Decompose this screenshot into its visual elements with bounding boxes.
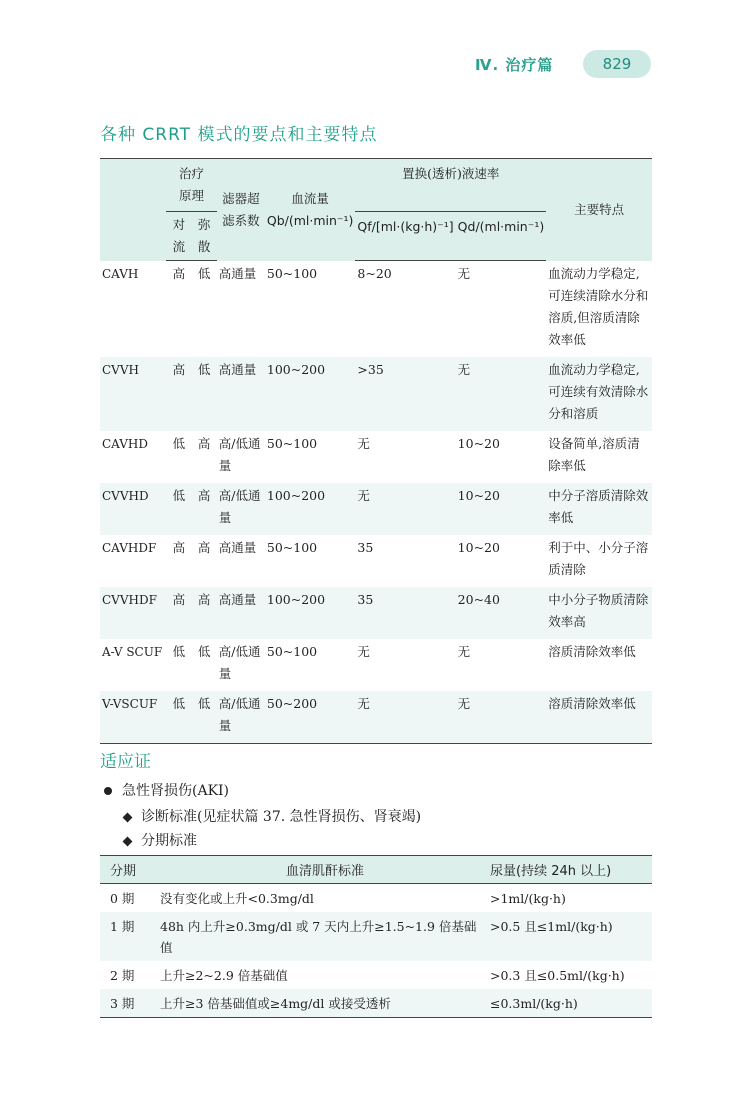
header-qd: Qd/(ml·min⁻¹)	[456, 212, 547, 261]
cell-scr: 上升≥2~2.9 倍基础值	[160, 968, 288, 983]
cell-stage: 2 期	[110, 968, 135, 983]
cell-qb: 50~100	[266, 265, 318, 281]
cell-filter: 高/低通量	[217, 691, 265, 744]
header-scr: 血清肌酐标准	[160, 856, 490, 884]
cell-filter: 高通量	[218, 265, 257, 281]
cell-conv: 低	[166, 691, 191, 744]
cell-stage: 1 期	[100, 912, 160, 961]
cell-filter: 高/低通量	[217, 483, 265, 535]
cell-conv: 低	[166, 483, 191, 535]
table-row	[100, 535, 652, 587]
cell-feature: 设备简单,溶质清除率低	[548, 435, 640, 473]
cell-scr: 48h 内上升≥0.3mg/dl 或 7 天内上升≥1.5~1.9 倍基础值	[160, 912, 490, 961]
cell-qd: 无	[457, 266, 471, 281]
cell-qf: 8~20	[357, 266, 392, 281]
cell-qf: 35	[357, 539, 374, 555]
cell-qd: 10~20	[457, 539, 500, 555]
cell-qb: 100~200	[265, 483, 356, 535]
header-urine: 尿量(持续 24h 以上)	[490, 856, 652, 884]
sub-bullet-diagnosis-text: 诊断标准(见症状篇 37. 急性肾损伤、肾衰竭)	[141, 809, 422, 825]
table-row	[100, 961, 652, 989]
sub-bullet-diagnosis	[124, 806, 421, 826]
cell-diff: 低	[197, 266, 211, 281]
chapter-label: Ⅳ. 治疗篇	[475, 55, 554, 74]
cell-qb: 50~200	[265, 691, 356, 744]
cell-filter: 高通量	[217, 357, 265, 431]
cell-qf: 无	[357, 643, 370, 659]
cell-conv: 高	[172, 266, 186, 281]
cell-feature: 溶质清除效率低	[548, 643, 636, 659]
table-row	[100, 989, 652, 1018]
cell-qb: 50~100	[266, 539, 318, 555]
cell-filter: 高/低通量	[218, 643, 261, 681]
bullet-aki	[104, 780, 229, 800]
cell-diff: 高	[197, 435, 211, 451]
header-conv: 对流	[166, 212, 191, 261]
table-row	[100, 431, 652, 483]
table-row	[100, 912, 652, 961]
header-rate: 置换(透析)液速率	[355, 159, 546, 212]
table-row	[100, 884, 652, 913]
cell-qf: 35	[355, 587, 455, 639]
cell-conv: 高	[172, 539, 186, 555]
cell-filter: 高通量	[218, 539, 257, 555]
cell-feature: 血流动力学稳定,可连续有效清除水分和溶质	[546, 357, 652, 431]
cell-mode: CAVH	[102, 266, 139, 281]
cell-feature: 溶质清除效率低	[546, 691, 652, 744]
header-mode	[100, 159, 166, 261]
cell-urine: >0.5 且≤1ml/(kg·h)	[490, 912, 652, 961]
cell-feature: 中分子溶质清除效率低	[546, 483, 652, 535]
cell-qb: 50~100	[266, 435, 318, 451]
cell-feature: 中小分子物质清除效率高	[546, 587, 652, 639]
cell-qd: 无	[456, 357, 547, 431]
header-feature: 主要特点	[546, 159, 652, 261]
cell-conv: 低	[172, 643, 186, 659]
cell-conv: 高	[166, 587, 191, 639]
header-qf: Qf/[ml·(kg·h)⁻¹]	[355, 212, 455, 261]
cell-mode: CVVHD	[100, 483, 166, 535]
cell-urine: >1ml/(kg·h)	[490, 891, 566, 906]
cell-diff: 高	[191, 483, 216, 535]
cell-mode: CVVHDF	[100, 587, 166, 639]
cell-qf: 无	[357, 435, 370, 451]
table-row	[100, 639, 652, 691]
cell-scr: 上升≥3 倍基础值或≥4mg/dl 或接受透析	[160, 989, 490, 1018]
cell-stage: 3 期	[100, 989, 160, 1018]
cell-qd: 无	[457, 643, 471, 659]
table-row	[100, 587, 652, 639]
indications-heading: 适应证	[100, 752, 151, 772]
cell-qd: 10~20	[457, 435, 500, 451]
cell-mode: A-V SCUF	[102, 644, 163, 659]
table-row	[100, 483, 652, 535]
table-row	[100, 357, 652, 431]
header-qb: 血流量 Qb/(ml·min⁻¹)	[265, 159, 356, 261]
bullet-aki-text: 急性肾损伤(AKI)	[122, 783, 230, 799]
table-row	[100, 691, 652, 744]
cell-diff: 高	[191, 587, 216, 639]
aki-staging-table	[100, 855, 652, 1018]
cell-qb: 50~100	[266, 643, 318, 659]
diamond-bullet-icon	[123, 812, 133, 822]
header-principle: 治疗原理	[166, 159, 217, 212]
cell-diff: 高	[197, 539, 211, 555]
page-header	[475, 50, 632, 78]
cell-mode: V-VSCUF	[100, 691, 166, 744]
cell-diff: 低	[191, 357, 216, 431]
cell-feature: 血流动力学稳定,可连续清除水分和溶质,但溶质清除效率低	[548, 265, 649, 347]
cell-conv: 高	[166, 357, 191, 431]
cell-qb: 100~200	[265, 357, 356, 431]
cell-qf: 无	[355, 483, 455, 535]
header-stage: 分期	[100, 856, 160, 884]
cell-qf: >35	[355, 357, 455, 431]
cell-conv: 低	[172, 435, 186, 451]
cell-filter: 高/低通量	[218, 435, 261, 473]
cell-qf: 无	[355, 691, 455, 744]
header-filter: 滤器超滤系数	[217, 159, 265, 261]
cell-scr: 没有变化或上升<0.3mg/dl	[160, 891, 314, 906]
table-row	[100, 261, 652, 357]
cell-qd: 10~20	[456, 483, 547, 535]
section-title: 各种 CRRT 模式的要点和主要特点	[100, 125, 378, 145]
cell-filter: 高通量	[217, 587, 265, 639]
cell-qd: 20~40	[456, 587, 547, 639]
cell-urine: >0.3 且≤0.5ml/(kg·h)	[490, 968, 625, 983]
cell-feature: 利于中、小分子溶质清除	[548, 539, 649, 577]
crrt-modes-table	[100, 158, 652, 744]
bullet-dot-icon	[104, 787, 112, 795]
cell-stage: 0 期	[110, 891, 135, 906]
sub-bullet-staging-text: 分期标准	[141, 833, 197, 849]
cell-mode: CAVHD	[102, 436, 149, 451]
diamond-bullet-icon	[123, 836, 133, 846]
cell-diff: 低	[197, 643, 211, 659]
cell-urine: ≤0.3ml/(kg·h)	[490, 989, 652, 1018]
sub-bullet-staging	[124, 830, 197, 850]
cell-qd: 无	[456, 691, 547, 744]
header-diff: 弥散	[191, 212, 216, 261]
cell-mode: CVVH	[100, 357, 166, 431]
cell-mode: CAVHDF	[102, 540, 157, 555]
cell-qb: 100~200	[265, 587, 356, 639]
cell-diff: 低	[191, 691, 216, 744]
page-number: 829	[583, 50, 651, 78]
